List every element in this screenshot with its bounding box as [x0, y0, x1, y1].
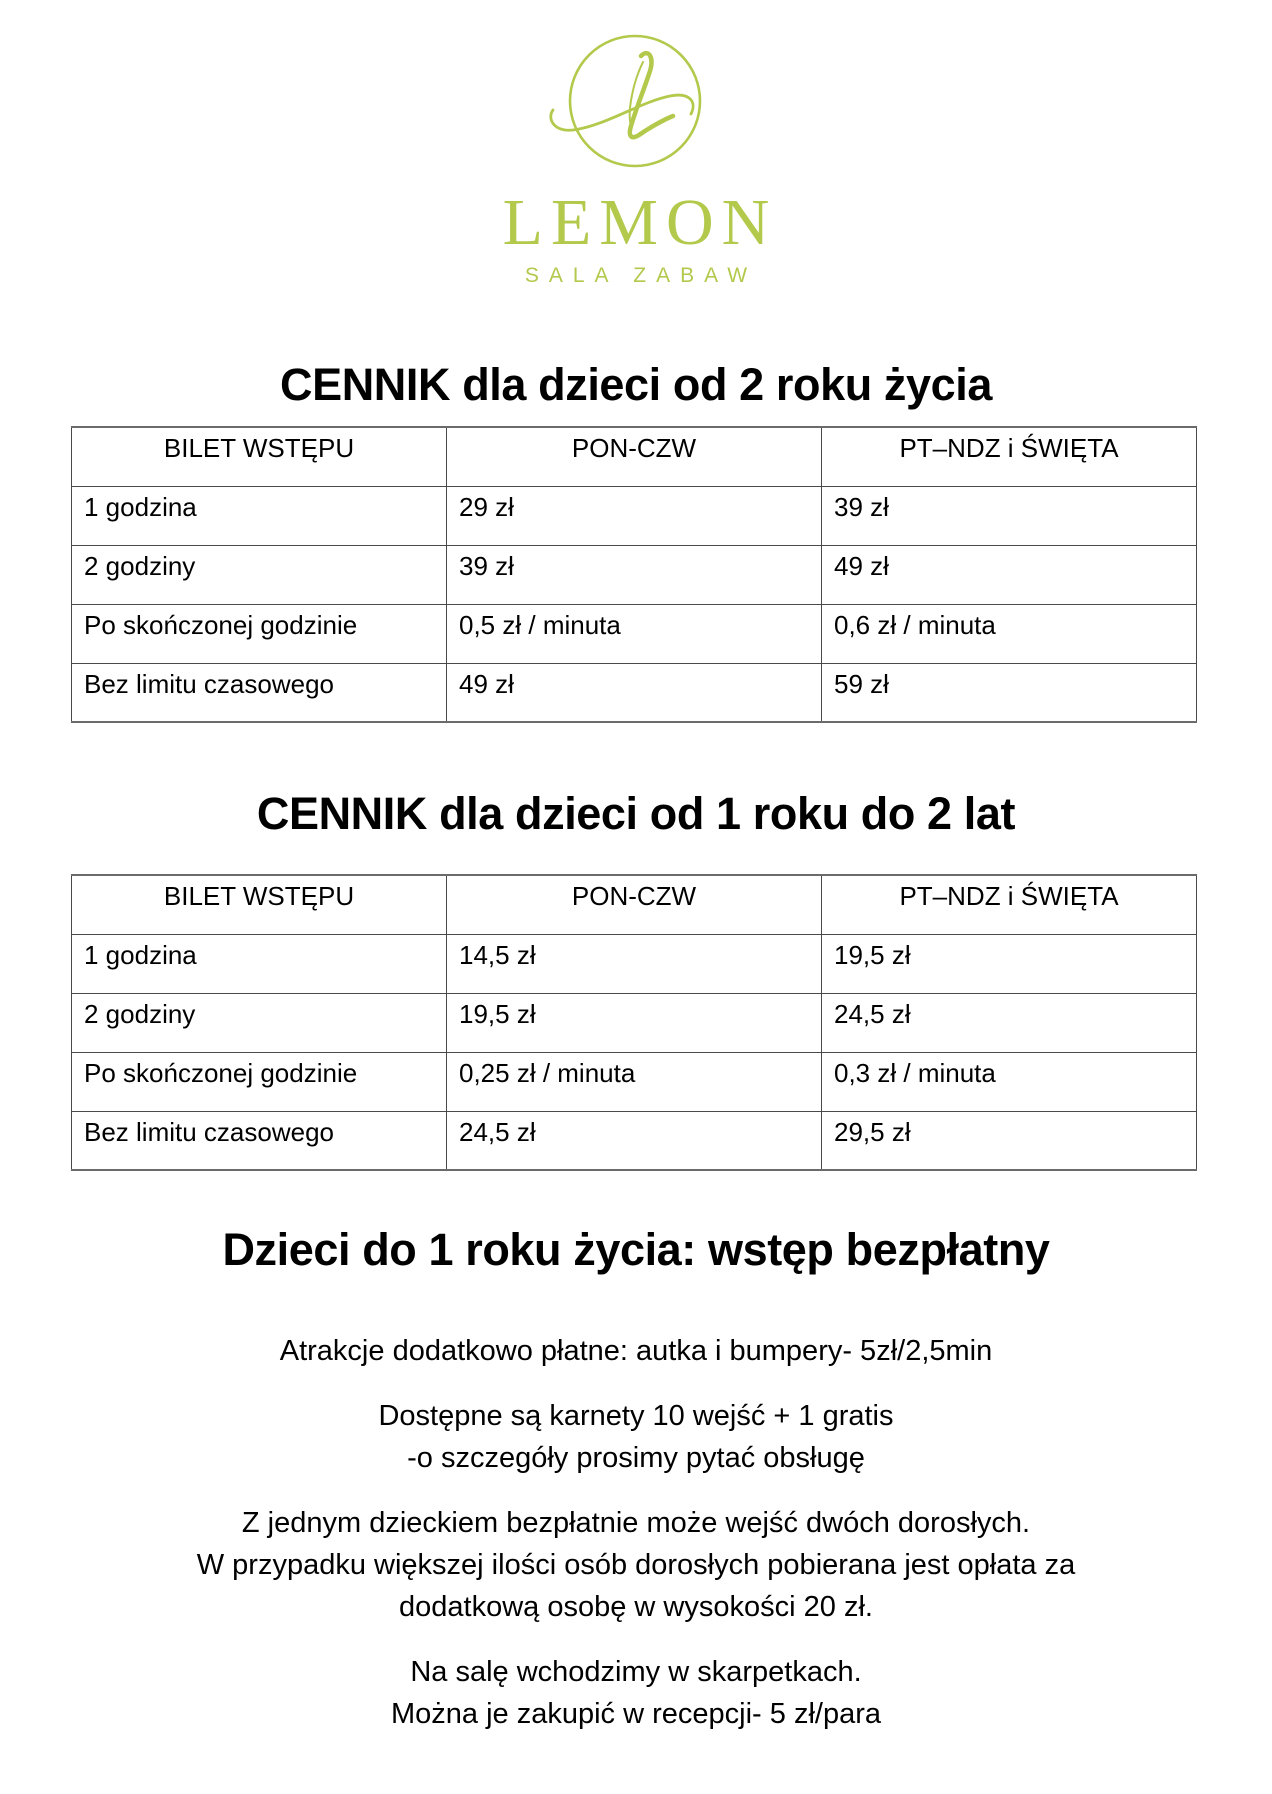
ticket-type: 1 godzina	[72, 486, 447, 545]
note-line: W przypadku większej ilości osób dorosłych pobierana jest opłata za	[196, 1549, 1076, 1581]
price-weekday: 0,25 zł / minuta	[447, 1052, 822, 1111]
table-row	[72, 993, 1197, 1052]
brand-subtitle: SALA ZABAW	[524, 264, 758, 287]
ticket-type: 2 godziny	[72, 993, 447, 1052]
price-table-1-to-2-years	[71, 874, 1197, 1171]
free-entry-heading: Dzieci do 1 roku życia: wstęp bezpłatny	[222, 1224, 1050, 1275]
price-weekday: 19,5 zł	[447, 993, 822, 1052]
note-line: dodatkową osobę w wysokości 20 zł.	[399, 1591, 873, 1623]
price-table-from-2-years	[71, 426, 1197, 723]
column-header-fri-sun-holidays: PT–NDZ i ŚWIĘTA	[822, 875, 1197, 934]
note-adults	[0, 1502, 1272, 1628]
table-row	[72, 486, 1197, 545]
note-line: Dostępne są karnety 10 wejść + 1 gratis	[378, 1400, 894, 1432]
note-line: Można je zakupić w recepcji- 5 zł/para	[391, 1698, 881, 1730]
note-passes	[0, 1395, 1272, 1479]
ticket-type: Bez limitu czasowego	[72, 1111, 447, 1170]
table-row	[72, 934, 1197, 993]
price-weekend: 0,3 zł / minuta	[822, 1052, 1197, 1111]
table-header-row	[72, 875, 1197, 934]
price-heading-from-2-years: CENNIK dla dzieci od 2 roku życia	[280, 359, 992, 410]
note-line: Atrakcje dodatkowo płatne: autka i bumpery- 5zł/2,5min	[279, 1335, 993, 1367]
table-row	[72, 604, 1197, 663]
column-header-mon-thu: PON-CZW	[447, 875, 822, 934]
table-header-row	[72, 427, 1197, 486]
brand-logo	[0, 0, 1272, 300]
note-line: Z jednym dzieckiem bezpłatnie może wejść dwóch dorosłych.	[241, 1507, 1031, 1539]
ticket-type: Bez limitu czasowego	[72, 663, 447, 722]
price-weekend: 49 zł	[822, 545, 1197, 604]
column-header-fri-sun-holidays: PT–NDZ i ŚWIĘTA	[822, 427, 1197, 486]
price-weekday: 29 zł	[447, 486, 822, 545]
note-attractions	[0, 1330, 1272, 1372]
price-weekend: 24,5 zł	[822, 993, 1197, 1052]
note-socks	[0, 1651, 1272, 1735]
price-weekday: 39 zł	[447, 545, 822, 604]
price-weekday: 0,5 zł / minuta	[447, 604, 822, 663]
script-l-circle-logo-icon	[545, 22, 725, 182]
ticket-type: 2 godziny	[72, 545, 447, 604]
price-heading-1-to-2-years: CENNIK dla dzieci od 1 roku do 2 lat	[256, 788, 1016, 839]
column-header-ticket: BILET WSTĘPU	[72, 875, 447, 934]
ticket-type: 1 godzina	[72, 934, 447, 993]
column-header-ticket: BILET WSTĘPU	[72, 427, 447, 486]
brand-name: LEMON	[502, 186, 778, 259]
table-row	[72, 1052, 1197, 1111]
table-row	[72, 1111, 1197, 1170]
table-row	[72, 663, 1197, 722]
price-weekend: 29,5 zł	[822, 1111, 1197, 1170]
price-weekend: 39 zł	[822, 486, 1197, 545]
ticket-type: Po skończonej godzinie	[72, 604, 447, 663]
price-weekday: 14,5 zł	[447, 934, 822, 993]
price-weekend: 0,6 zł / minuta	[822, 604, 1197, 663]
price-weekday: 24,5 zł	[447, 1111, 822, 1170]
column-header-mon-thu: PON-CZW	[447, 427, 822, 486]
note-line: -o szczegóły prosimy pytać obsługę	[407, 1442, 865, 1474]
table-row	[72, 545, 1197, 604]
ticket-type: Po skończonej godzinie	[72, 1052, 447, 1111]
price-weekday: 49 zł	[447, 663, 822, 722]
price-weekend: 59 zł	[822, 663, 1197, 722]
price-weekend: 19,5 zł	[822, 934, 1197, 993]
note-line: Na salę wchodzimy w skarpetkach.	[410, 1656, 862, 1688]
additional-info	[0, 1330, 1272, 1758]
